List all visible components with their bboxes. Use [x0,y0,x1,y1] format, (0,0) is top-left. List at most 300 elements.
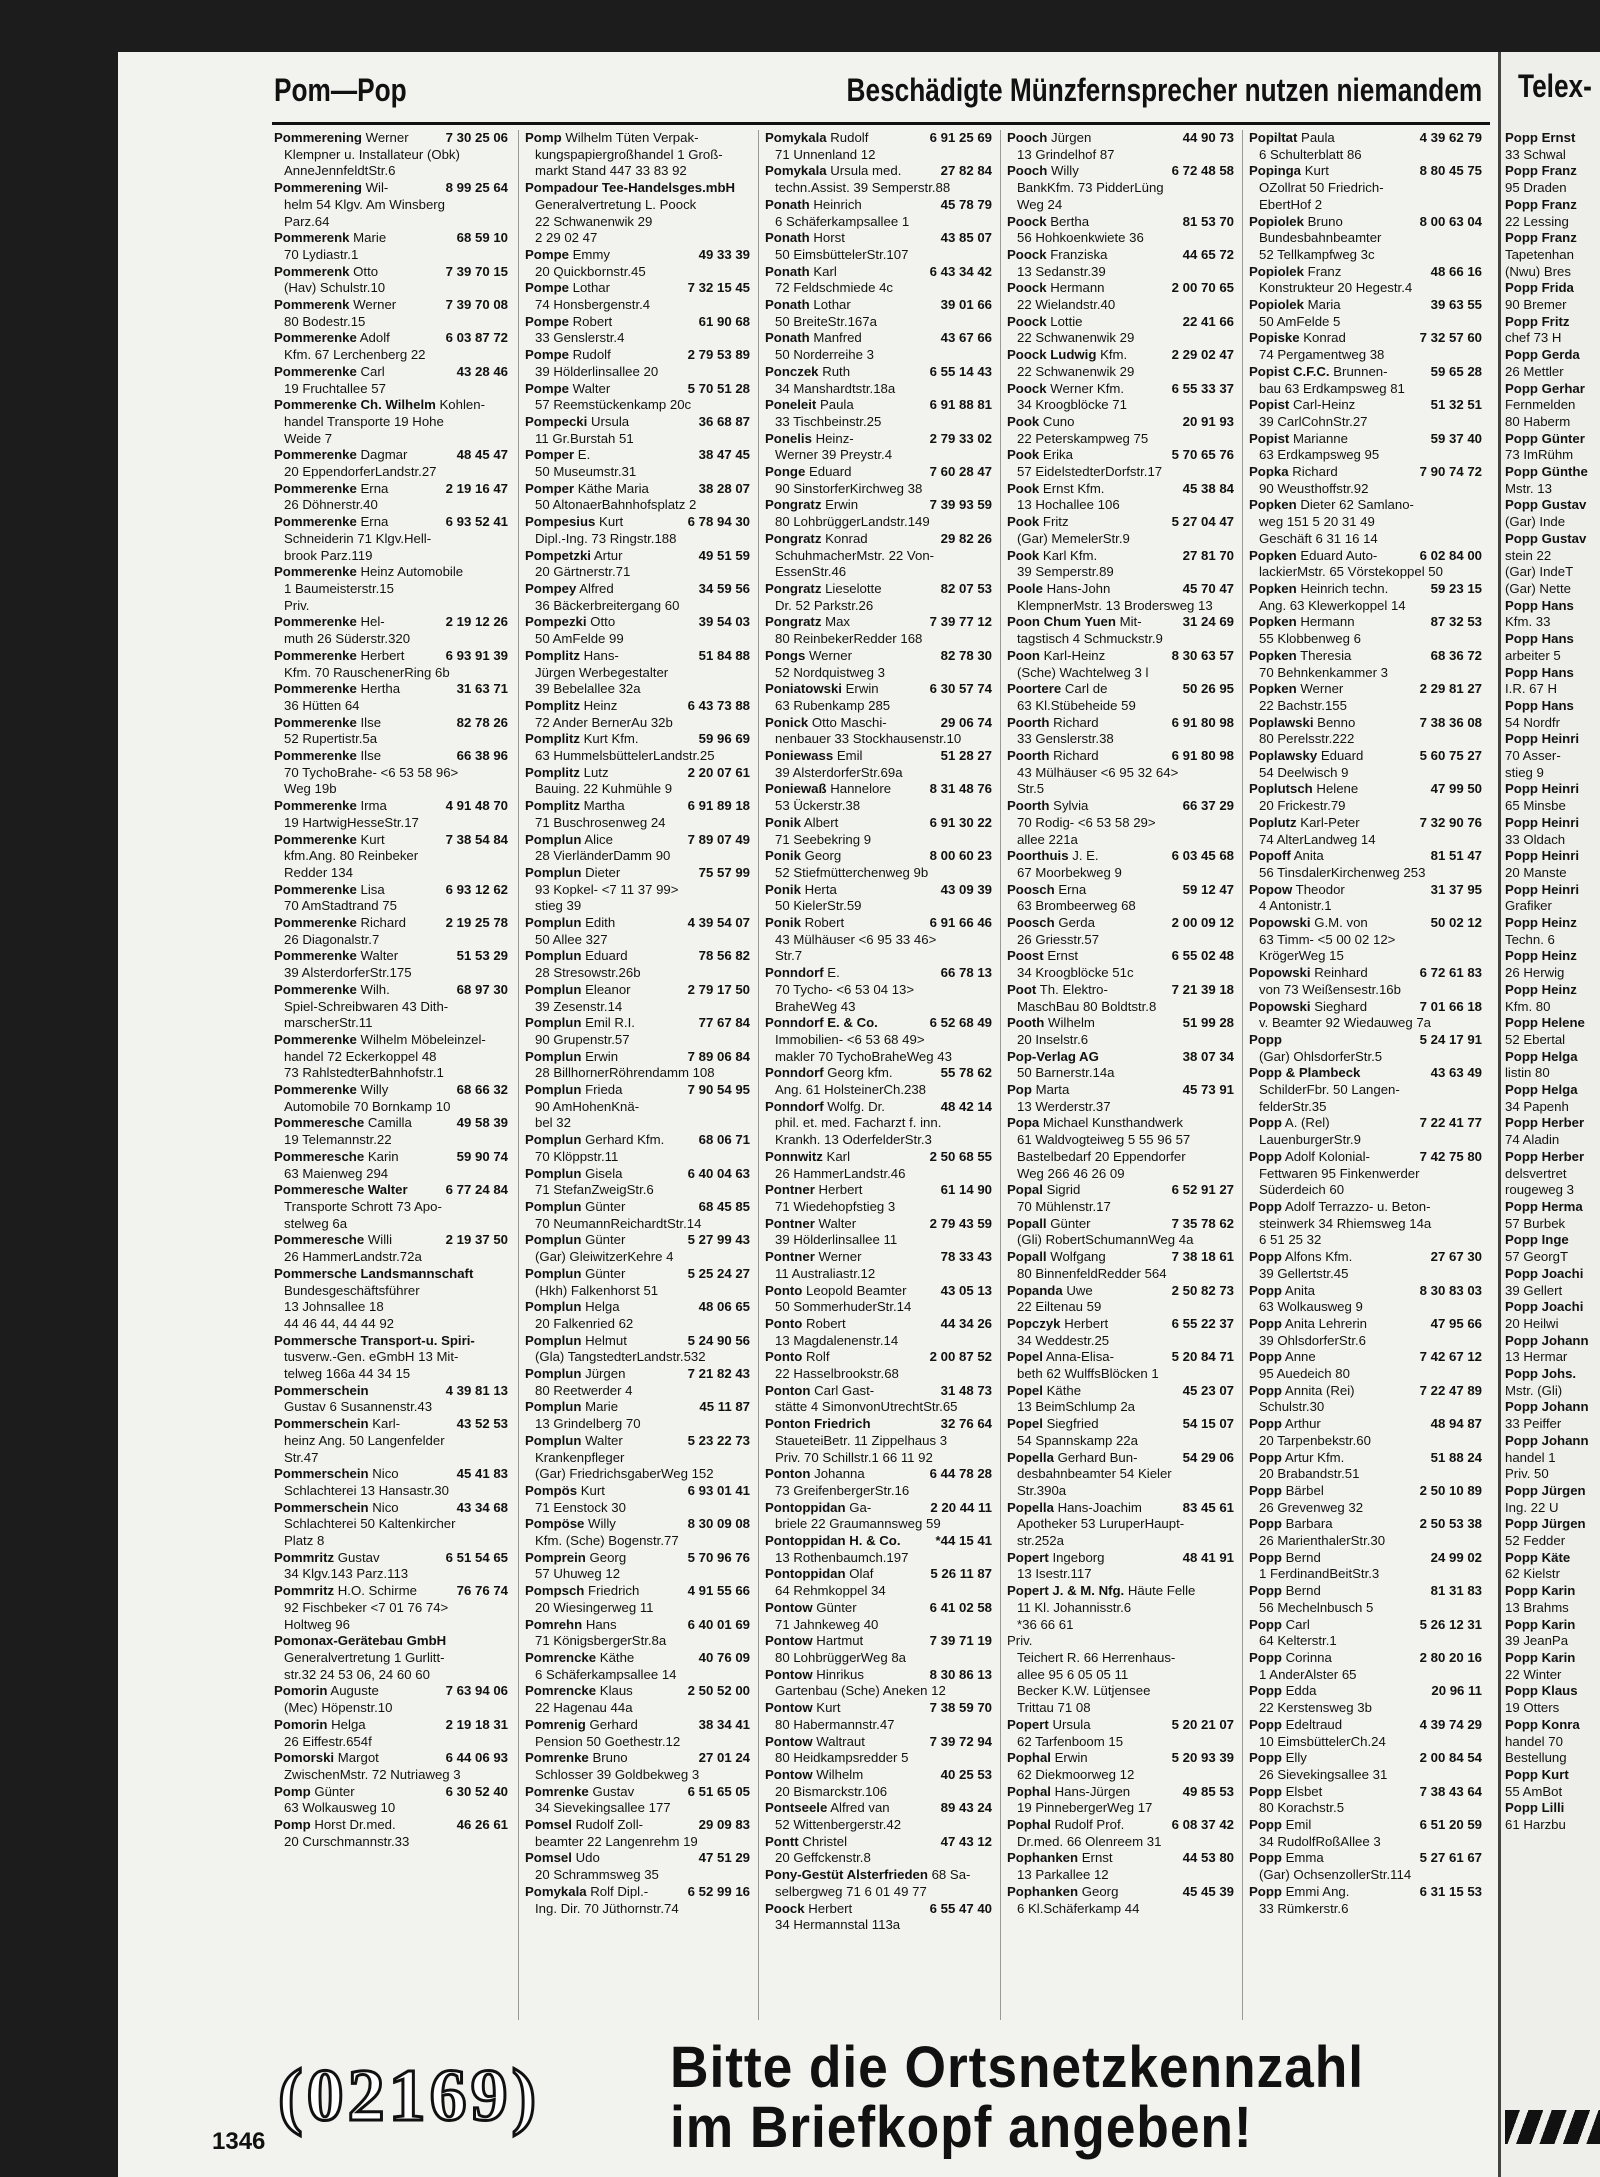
listing-line: Süderdeich 60 [1259,1182,1345,1198]
listing-entry [1249,1884,1486,1901]
listing-entry [765,1767,996,1784]
listing-entry [1007,514,1238,531]
listing-line: 6 Kl.Schäferkamp 44 [1017,1900,1140,1916]
phone-number: 38 34 41 [696,1717,750,1734]
listing-entry [525,280,754,297]
phone-number: 2 19 16 47 [443,481,508,498]
listing-name: Pomplun [525,915,582,931]
listing-name: Poon [1007,647,1040,663]
listing-name: Pommerenke [274,1031,357,1047]
listing-detail: Eduard [808,464,852,480]
listing-name: Pomplun [525,1332,582,1348]
listing-line: 34 Kroogblöcke 51c [1017,965,1134,981]
listing-line: 71 Wiedehopfstieg 3 [775,1199,896,1214]
listing-name: Ponath [765,263,810,279]
phone-number: 7 39 77 12 [927,614,992,631]
listing-name: Pomplun [525,1265,582,1281]
listing-entry [1007,1316,1238,1333]
listing-entry [1249,1516,1486,1533]
listing-name: Popiolek [1249,297,1304,313]
phone-number: 5 70 96 76 [685,1550,750,1567]
next-page-line: Popp Johann [1505,1332,1589,1348]
listing-entry [765,614,996,631]
listing-line: bel 32 [535,1115,571,1131]
next-page-line: Popp Konra [1505,1716,1580,1732]
listing-detail: Häute Felle [1127,1583,1196,1599]
listing-line: beth 62 WulffsBlöcken 1 [1017,1366,1159,1382]
listing-name: Poorth [1007,798,1050,814]
listing-name: Pommeresche Walter [274,1182,408,1198]
listing-line: 6 Schäferkampsallee 1 [775,213,910,229]
phone-number: 20 96 11 [1428,1683,1482,1700]
listing-line: 63 Rubenkamp 285 [775,697,891,713]
listing-line: Weide 7 [284,430,333,446]
listing-entry [274,1466,512,1483]
listing-entry [765,1383,996,1400]
listing-line: techn.Assist. 39 Semperstr.88 [775,180,951,196]
listing-name: Popist C.F.C. [1249,363,1330,379]
next-page-line: 61 Harzbu [1505,1817,1566,1833]
listing-name: Pontow [765,1666,813,1682]
listing-entry [274,798,512,815]
listing-name: Pompecki [525,413,588,429]
listing-name: Popp [1249,1783,1282,1799]
listing-line: str.252a [1017,1533,1064,1549]
listing-entry [274,715,512,732]
listing-line: 26 Griesstr.57 [1017,931,1100,947]
listing-detail: Emmi Ang. [1285,1883,1350,1899]
listing-name: Pomrenke [525,1783,589,1799]
listing-entry [525,1683,754,1700]
listing-name: Poost [1007,948,1044,964]
listing-entry [274,264,512,281]
listing-entry [1007,1583,1238,1600]
listing-name: Popist [1249,430,1290,446]
listing-line: 73 RahlstedterBahnhofstr.1 [284,1065,444,1081]
listing-entry [1249,330,1486,347]
listing-detail: Günter [585,1199,626,1214]
listing-detail: Olaf [849,1566,874,1582]
listing-name: Pommerenke [274,564,357,580]
listing-detail: Lothar [813,297,851,313]
phone-number: 8 99 25 64 [443,180,508,197]
listing-entry [1007,1717,1238,1734]
listing-entry [1007,481,1238,498]
phone-number: 6 43 73 88 [685,698,750,715]
listing-line: Immobilien- <6 53 68 49> [775,1031,925,1047]
listing-entry [274,882,512,899]
listing-detail: Herbert [1064,1315,1109,1331]
listing-line: 50 AmFelde 99 [535,631,624,647]
listing-line: 34 Sievekingsallee 177 [535,1800,671,1816]
listing-detail: Irma [360,798,387,814]
listing-detail: Eduard [1320,748,1364,764]
phone-number: 7 32 15 45 [685,280,750,297]
listing-entry [525,447,754,464]
phone-number: 2 79 33 02 [927,431,992,448]
listing-detail: Carl de [1064,681,1108,697]
phone-number: 7 38 36 08 [1417,715,1482,732]
listing-line: 19 PinnebergerWeg 17 [1017,1800,1153,1816]
listing-entry [765,581,996,598]
listing-entry [765,163,996,180]
listing-name: Pomrenke [525,1750,589,1766]
listing-name: Pommerenke [274,614,357,630]
phone-number: 7 39 72 94 [927,1734,992,1751]
next-page-line: listin 80 [1505,1065,1550,1081]
listing-line: 1 AnderAlster 65 [1259,1666,1357,1682]
phone-number: 51 84 88 [696,648,750,665]
phone-number: 31 63 71 [454,681,508,698]
listing-line: 80 ReinbekerRedder 168 [775,631,923,647]
listing-entry [274,648,512,665]
listing-line: 56 TinsdalerKirchenweg 253 [1259,864,1426,880]
listing-detail: Hermann [1050,280,1105,296]
listing-name: Pompös [525,1482,578,1498]
phone-number: 7 60 28 47 [927,464,992,481]
listing-line: Konstrukteur 20 Hegestr.4 [1259,280,1413,296]
phone-number: 87 32 53 [1428,614,1482,631]
listing-entry [525,1049,754,1066]
phone-number: 45 11 87 [696,1399,750,1416]
phone-number: 6 93 91 39 [443,648,508,665]
listing-entry [1007,982,1238,999]
listing-line: 28 Stresowstr.26b [535,965,641,981]
listing-detail: Kurt [599,514,624,530]
listing-name: Popanda [1007,1282,1063,1298]
listing-detail: Kfm. [1100,347,1128,363]
listing-entry [1249,1383,1486,1400]
listing-line: 62 Diekmoorweg 12 [1017,1766,1135,1782]
phone-number: 43 05 13 [938,1283,992,1300]
phone-number: 81 51 47 [1428,848,1482,865]
phone-number: 43 63 49 [1428,1065,1482,1082]
listing-detail: Rolf [806,1349,830,1365]
listing-name: Pomorin [274,1716,328,1732]
phone-number: 54 15 07 [1180,1416,1234,1433]
listing-detail: Johanna [814,1466,865,1482]
next-page-line: Popp Kurt [1505,1766,1569,1782]
listing-detail: Werner [353,297,397,313]
listing-line: Krankenpfleger [535,1449,625,1465]
listing-entry [1249,1283,1486,1300]
next-page-line: 22 Lessing [1505,213,1569,229]
listing-entry [1249,1416,1486,1433]
listing-entry [1249,815,1486,832]
listing-name: Pontow [765,1633,813,1649]
listing-name: Pompe [525,347,569,363]
listing-line: marscherStr.11 [284,1015,373,1031]
listing-detail: Bärbel [1285,1482,1324,1498]
listing-line: 11 Kl. Johannisstr.6 [1017,1599,1132,1615]
listing-name: Pomplun [525,1399,582,1415]
listing-name: Popp [1249,1850,1282,1866]
listing-line: 20 Tarpenbekstr.60 [1259,1432,1371,1448]
phone-number: 43 28 46 [454,364,508,381]
listing-name: Poock [1007,280,1047,296]
page-number: 1346 [212,2128,266,2155]
next-page-line: 33 Oldach [1505,831,1566,847]
phone-number: 6 55 33 37 [1169,381,1234,398]
phone-number: 48 06 65 [696,1299,750,1316]
listing-detail: Käthe [599,1649,635,1665]
listing-line: 80 Korachstr.5 [1259,1800,1345,1816]
next-page-line: chef 73 H [1505,330,1562,346]
listing-name: Pontow [765,1766,813,1782]
listing-detail: Bernd [1285,1549,1321,1565]
next-page-line: Bestellung [1505,1750,1567,1766]
listing-detail: Fritz [1042,514,1069,530]
next-page-line: 33 Schwal [1505,146,1566,162]
next-page-line: Techn. 6 [1505,931,1555,947]
next-page-line: Popp Klaus [1505,1683,1578,1699]
listing-line: Str.5 [1017,781,1045,797]
listing-line: 50 Museumstr.31 [535,464,637,480]
listing-line: 70 Rodig- <6 53 58 29> [1017,814,1156,830]
listing-entry [765,915,996,932]
listing-entry [1249,464,1486,481]
listing-entry [1249,1550,1486,1567]
next-page-line: Popp Heinz [1505,981,1577,997]
listing-detail: Georg [589,1549,627,1565]
listing-name: Poock [1007,213,1047,229]
phone-number: 66 78 13 [938,965,992,982]
listing-name: Pompe [525,380,569,396]
listing-line: 13 Grindelhof 87 [1017,146,1115,162]
listing-entry [525,1299,754,1316]
listing-name: Ponelis [765,430,812,446]
listing-line: 72 Feldschmiede 4c [775,280,894,296]
listing-line: Kfm. 67 Lerchenberg 22 [284,347,426,363]
listing-name: Popinga [1249,163,1302,179]
listing-line: desbahnbeamter 54 Kieler [1017,1466,1172,1482]
listing-entry [525,1399,754,1416]
listing-line: Priv. 70 Schillstr.1 66 11 92 [775,1449,933,1465]
phone-number: 66 38 96 [454,748,508,765]
listing-line: kungspapiergroßhandel 1 Groß- [535,146,723,162]
listing-line: 80 LohbrüggerLandstr.149 [775,514,930,530]
listing-detail: Elly [1285,1750,1307,1766]
listing-line: 63 Timm- <5 00 02 12> [1259,931,1396,947]
listing-name: Pook [1007,480,1040,496]
listing-line: 54 Deelwisch 9 [1259,764,1349,780]
listing-name: Ponton Friedrich [765,1416,871,1432]
phone-number: 81 31 83 [1428,1583,1482,1600]
listing-line: StaueteiBetr. 11 Zippelhaus 3 [775,1432,948,1448]
next-page-line: I.R. 67 H [1505,681,1558,697]
listing-entry [1007,798,1238,815]
phone-number: 44 34 26 [938,1316,992,1333]
next-page-line: 73 ImRühm [1505,447,1574,463]
listing-name: Popp [1249,1883,1282,1899]
listing-entry [525,180,754,197]
listing-line: 63 Erdkampsweg 95 [1259,447,1380,463]
phone-number: 50 02 12 [1428,915,1482,932]
phone-number: 29 09 83 [696,1817,750,1834]
listing-entry [525,1232,754,1249]
listing-line: Parz.64 [284,213,330,229]
listing-entry [525,1850,754,1867]
listing-name: Pooch [1007,130,1048,145]
phone-number: 5 70 51 28 [685,381,750,398]
listing-entry [1249,1817,1486,1834]
listing-line: 39 AlsterdorferStr.175 [284,965,412,981]
listing-line: Schlachterei 50 Kaltenkircher [284,1516,456,1532]
listing-detail: Robert [804,915,845,931]
phone-number: 7 32 57 60 [1417,330,1482,347]
listing-line: 53 Ückerstr.38 [775,798,861,814]
next-page-line: (Gar) Inde [1505,514,1566,530]
listing-entry [274,1817,512,1834]
listing-detail: Erna [1058,881,1087,897]
phone-number: 5 27 04 47 [1169,514,1234,531]
listing-detail: Karl [826,1148,850,1164]
phone-number: 6 93 12 62 [443,882,508,899]
phone-number: 6 30 52 40 [443,1784,508,1801]
listing-line: 57 EidelstedterDorfstr.17 [1017,464,1163,480]
listing-name: Pongratz [765,614,822,630]
listing-line: bau 63 Erdkampsweg 81 [1259,380,1405,396]
listing-entry [1249,163,1486,180]
phone-number: 7 90 54 95 [685,1082,750,1099]
listing-line: 80 Bodestr.15 [284,313,366,329]
listing-entry [765,1416,996,1433]
listing-line: 26 Diagonalstr.7 [284,931,380,947]
listing-detail: Hans-Jürgen [1054,1783,1131,1799]
listing-line: 20 Inselstr.6 [1017,1031,1089,1047]
listing-entry [1007,1850,1238,1867]
listing-name: Popp [1249,1716,1282,1732]
listing-detail: Horst Dr.med. [314,1817,396,1833]
phone-number: 34 59 56 [696,581,750,598]
listing-name: Pomsel [525,1850,572,1866]
listing-entry [1007,614,1238,631]
listing-entry [274,1683,512,1700]
next-page-line: Popp Helene [1505,1015,1585,1031]
listing-detail: Auguste [330,1683,379,1699]
listing-name: Popken [1249,547,1297,563]
listing-line: Str.390a [1017,1482,1067,1498]
listing-line: 20 Geffckenstr.8 [775,1850,871,1866]
listing-name: Poosch [1007,881,1055,897]
listing-name: Ponath [765,196,810,212]
listing-name: Pommerening [274,130,362,145]
phone-number: 40 76 09 [696,1650,750,1667]
listing-detail: Gisela [585,1165,623,1181]
next-page-line: Popp Gustav [1505,530,1587,546]
listing-detail: Hans [585,1616,617,1632]
listing-line: 28 BillhornerRöhrendamm 108 [535,1065,715,1081]
listing-name: Pompe [525,246,569,262]
listing-detail: Emil [1285,1817,1312,1833]
phone-number: 6 03 45 68 [1169,848,1234,865]
listing-name: Pomrenig [525,1716,586,1732]
listing-name: Pophanken [1007,1883,1079,1899]
listing-name: Poot [1007,981,1037,997]
listing-line: 72 Ander BernerAu 32b [535,714,673,730]
listing-line: EbertHof 2 [1259,196,1323,212]
listing-line: Dipl.-Ing. 73 Ringstr.188 [535,530,677,546]
next-page-line: Popp Herma [1505,1199,1583,1214]
phone-number: 6 91 25 69 [927,130,992,147]
listing-line: 19 HartwigHesseStr.17 [284,814,419,830]
advertisement [272,2035,1490,2160]
listing-line: 20 Brabandstr.51 [1259,1466,1360,1482]
listing-detail: Uwe [1066,1282,1093,1298]
listing-entry [765,1015,996,1032]
listing-entry [765,1600,996,1617]
listing-name: Pomplun [525,1165,582,1181]
listing-name: Ponton [765,1466,811,1482]
listing-entry [765,1149,996,1166]
listing-name: Pomrencke [525,1683,597,1699]
listing-name: Pommerschein [274,1466,369,1482]
listing-detail: Edith [585,915,616,931]
phone-number: 6 52 91 27 [1169,1182,1234,1199]
phone-number: 7 42 67 12 [1417,1349,1482,1366]
listing-entry [1007,1884,1238,1901]
listing-line: nenbauer 33 Stockhausenstr.10 [775,731,962,747]
listing-line: 13 Johnsallee 18 [284,1299,384,1315]
listing-line: 20 Schrammsweg 35 [535,1867,659,1883]
phone-number: 2 29 81 27 [1417,681,1482,698]
listing-line: BankKfm. 73 PidderLüng [1017,180,1164,196]
listing-detail: Bruno [1307,213,1343,229]
listing-detail: Walter [572,380,611,396]
phone-number: 6 91 88 81 [927,397,992,414]
phone-number: 6 41 02 58 [927,1600,992,1617]
listing-line: 50 KielerStr.59 [775,898,862,914]
listing-name: Pophanken [1007,1850,1079,1866]
listing-detail: Waltraut [816,1733,865,1749]
listing-line: 33 Rümkerstr.6 [1259,1900,1349,1916]
listing-entry [1007,1082,1238,1099]
listing-detail: Heinz Automobile [360,564,464,580]
listing-name: Pomplitz [525,731,580,747]
listing-line: Trittau 71 08 [1017,1700,1091,1716]
next-page-line: 57 Burbek [1505,1215,1566,1231]
listing-detail: Adolf Kolonial- [1284,1148,1370,1164]
listing-detail: Rudolf [830,130,869,145]
phone-number: 7 39 71 19 [927,1633,992,1650]
listing-detail: Georg [1081,1883,1119,1899]
listing-name: Poorth [1007,748,1050,764]
listing-detail: Th. Elektro- [1039,981,1108,997]
phone-number: 75 57 99 [696,865,750,882]
listing-line: 34 Manshardtstr.18a [775,380,896,396]
listing-line: Redder 134 [284,864,353,880]
next-page-line: Kfm. 80 [1505,998,1551,1014]
listing-entry [1249,264,1486,281]
listing-entry [274,1500,512,1517]
listing-line: 22 Peterskampweg 75 [1017,430,1149,446]
listing-line: 73 GreifenbergerStr.16 [775,1482,910,1498]
listing-detail: Kurt [360,831,385,847]
listing-name: Pontoppidan [765,1566,846,1582]
listing-name: Popiltat [1249,130,1298,145]
listing-line: OZollrat 50 Friedrich- [1259,180,1384,196]
listing-detail: Leopold Beamter [806,1282,907,1298]
listing-line: 39 Hölderlinsallee 11 [775,1232,898,1248]
listing-name: Pook [1007,547,1040,563]
phone-number: 44 53 80 [1180,1850,1234,1867]
listing-name: Popp [1249,1482,1282,1498]
listing-detail: Ilse [360,714,382,730]
area-code: (02169) [278,2055,541,2137]
listing-line: 80 Perelsstr.222 [1259,731,1355,747]
phone-number: 45 38 84 [1180,481,1234,498]
listing-line: 1 Baumeisterstr.15 [284,580,394,596]
